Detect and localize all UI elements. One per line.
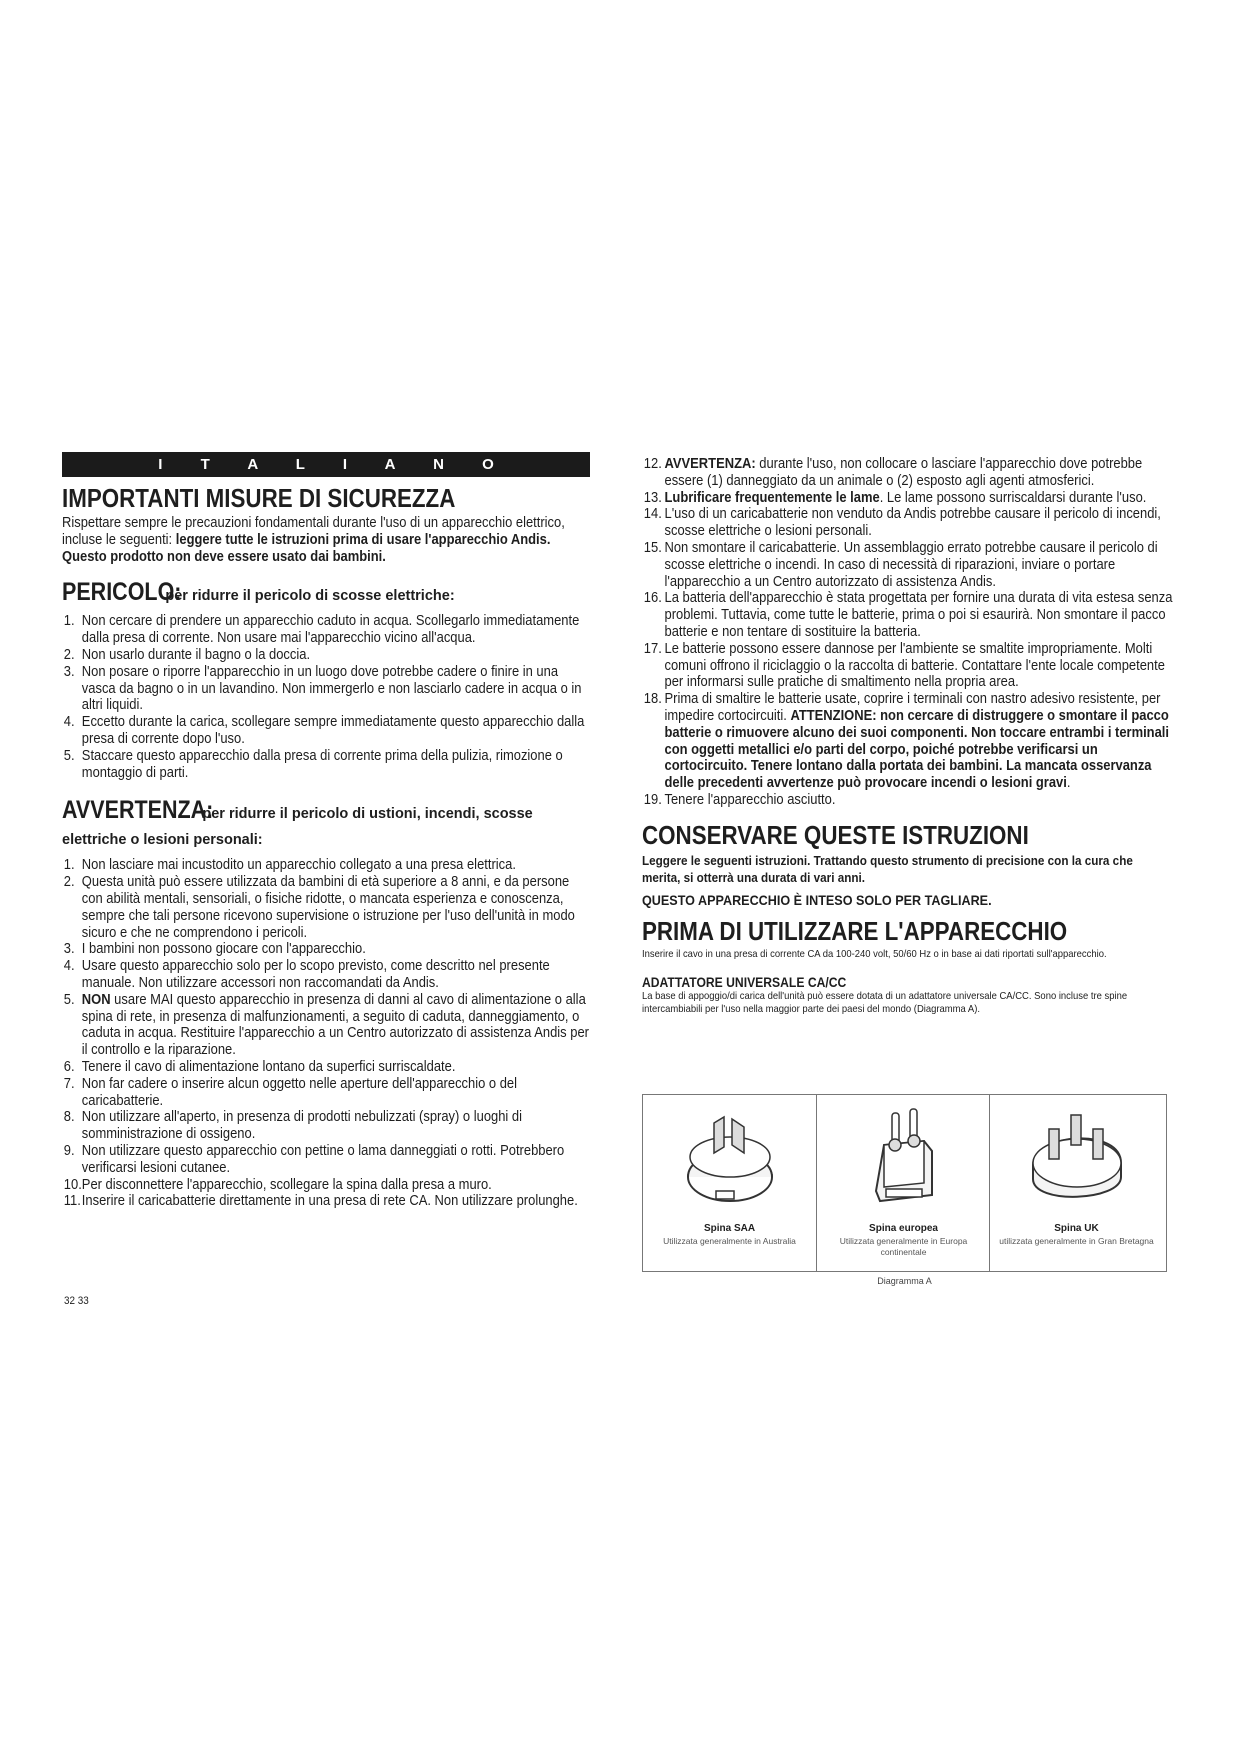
diagram-cell-europe [816, 1095, 990, 1271]
safety-intro [62, 515, 589, 565]
list-item-text: L'uso di un caricabatterie non venduto da Andis potrebbe causare il pericolo di incendi, scosse elettriche o lesioni personali. [664, 506, 1161, 540]
list-item-text: Le batterie possono essere dannose per l'ambiente se smaltite impropriamente. Molti comuni offrono il riciclaggio o la raccolta di batterie. Contattare l'ente locale competente per informarsi sulle pratiche di smaltimento nella propria area. [664, 640, 1165, 691]
euro-plug-desc: Utilizzata generalmente in Europa continentale [839, 1236, 968, 1257]
list-item [62, 1059, 589, 1076]
left-column [62, 452, 590, 1210]
list-item [62, 1143, 589, 1177]
diagram-label: Diagramma A [877, 1276, 932, 1286]
list-item-bold-lead: Lubrificare frequentemente le lame [664, 489, 880, 506]
saa-plug-name: Spina SAA [703, 1223, 756, 1234]
list-item-text: I bambini non possono giocare con l'apparecchio. [81, 941, 366, 958]
prima-text: Inserire il cavo in una presa di corrente CA da 100-240 volt, 50/60 Hz o in base ai dati riportati sull'apparecchio. [642, 947, 1107, 960]
list-item-text: Non utilizzare questo apparecchio con pettine o lama danneggiati o rotti. Potrebbero verificarsi lesioni cutanee. [81, 1142, 565, 1176]
pericolo-list-wrap [62, 613, 589, 781]
list-item [62, 613, 589, 647]
list-item [62, 941, 589, 958]
list-item-number: 3. [63, 663, 75, 680]
list-item-number: 11. [63, 1193, 81, 1210]
adattatore-text: La base di appoggio/di carica dell'unità può essere dotata di un adattatore universale CA/CC. Sono incluse tre spine intercambiabili per l'uso nella maggior parte dei paesi del mondo (Diagramma A). [642, 989, 1128, 1015]
avvertenza-subtitle: per ridurre il pericolo di ustioni, incendi, scosse elettriche o lesioni personali: [62, 806, 533, 849]
list-item [642, 641, 1173, 691]
list-item-number: 5. [63, 991, 75, 1008]
list-item-text: Non far cadere o inserire alcun oggetto nelle aperture dell'apparecchio o del caricabatterie. [81, 1075, 517, 1109]
language-bar: I T A L I A N O [62, 452, 590, 477]
list-item-number: 7. [63, 1075, 75, 1092]
list-item-bold-lead: NON [81, 991, 111, 1008]
avvertenza-label: AVVERTENZA: [62, 796, 214, 825]
list-item-number: 16. [643, 590, 662, 607]
uk-plug-name: Spina UK [1054, 1223, 1099, 1234]
list-item [62, 1109, 589, 1143]
list-item [62, 1177, 589, 1194]
list-item [62, 748, 589, 782]
uk-plug-icon [1027, 1105, 1127, 1215]
pericolo-label: PERICOLO: [62, 578, 182, 607]
list-item-text: La batteria dell'apparecchio è stata progettata per fornire una durata di vita estesa senza problemi. Tuttavia, come tutte le batterie, prima o poi si esaurirà. Non smontare il pacco batterie e non tentare di sostituire la batteria. [664, 590, 1173, 640]
list-item [62, 647, 589, 664]
list-item-text: Questa unità può essere utilizzata da bambini di età superiore a 8 anni, e da persone con abilità mentali, sensoriali, o fisiche ridotte, o mancata esperienza e conoscenza, sempre che tali persone ricevono supervisione o istruzione per l'uso dell'unità in modo sicuro e che ne comprendono i pericoli. [81, 874, 575, 941]
list-item-text: Inserire il caricabatterie direttamente in una presa di rete CA. Non utilizzare prolunghe. [81, 1193, 578, 1210]
conservare-title: CONSERVARE QUESTE ISTRUZIONI [642, 819, 1029, 850]
list-item-number: 6. [63, 1058, 75, 1075]
list-item-number: 13. [643, 489, 662, 506]
list-item-bold-warning: ATTENZIONE: non cercare di distruggere o smontare il pacco batterie o rimuovere alcuno dei suoi componenti. Non toccare entrambi i terminali con oggetti metallici e/o parti del corpo, poiché potrebbe verificarsi un cortocircuito. Tenere lontano dalla portata dei bambini. La mancata osservanza delle precedenti avvertenze può provocare incendi o lesioni gravi [664, 707, 1170, 792]
list-item-text: Tenere l'apparecchio asciutto. [664, 791, 836, 808]
euro-plug-name: Spina europea [869, 1223, 938, 1234]
euro-plug-icon [854, 1105, 954, 1215]
list-item [62, 664, 589, 714]
safety-title: IMPORTANTI MISURE DI SICUREZZA [62, 483, 456, 513]
list-item-text: Non cercare di prendere un apparecchio caduto in acqua. Scollegarlo immediatamente dalla presa di corrente. Non usare mai l'apparecchio vicino all'acqua. [81, 613, 580, 647]
continued-list [642, 456, 1173, 809]
list-item-number: 2. [63, 874, 75, 891]
pericolo-list [62, 613, 589, 781]
list-item [642, 456, 1173, 490]
list-item-number: 12. [643, 456, 662, 472]
list-item-text: Eccetto durante la carica, scollegare sempre immediatamente questo apparecchio dalla presa di corrente dopo l'uso. [81, 714, 585, 747]
list-item-number: 1. [63, 613, 75, 630]
saa-plug-icon [680, 1105, 780, 1215]
list-item [642, 506, 1173, 540]
list-item [62, 714, 589, 748]
list-item-text: Non posare o riporre l'apparecchio in un luogo dove potrebbe cadere o finire in una vasca da bagno o in un lavandino. Non immergerlo e non lasciarlo cadere in acqua o in altri liquidi. [81, 663, 582, 714]
conservare-text: Leggere le seguenti istruzioni. Trattando questo strumento di precisione con la cura che merita, si otterrà una durata di vari anni. [642, 852, 1133, 885]
diagram-cell-uk [989, 1095, 1163, 1271]
list-item-number: 5. [63, 747, 75, 764]
pericolo-heading [62, 579, 590, 609]
list-item-number: 19. [643, 791, 662, 808]
list-item [642, 792, 1173, 809]
list-item-number: 18. [643, 691, 662, 708]
right-column [642, 452, 1174, 1016]
list-item-number: 10. [63, 1176, 82, 1193]
list-item-text: Non utilizzare all'aperto, in presenza di prodotti nebulizzati (spray) o luoghi di somministrazione di ossigeno. [81, 1109, 522, 1143]
pericolo-subtitle: per ridurre il pericolo di scosse elettriche: [165, 588, 455, 605]
list-item-number: 9. [63, 1142, 75, 1159]
prima-title: PRIMA DI UTILIZZARE L'APPARECCHIO [642, 915, 1068, 946]
avvertenza-heading [62, 797, 590, 853]
list-item [642, 590, 1173, 640]
list-item-text: Non usarlo durante il bagno o la doccia. [81, 646, 311, 663]
uk-plug-desc: utilizzata generalmente in Gran Bretagna [999, 1236, 1154, 1246]
conservare-note: QUESTO APPARECCHIO È INTESO SOLO PER TAGLIARE. [642, 891, 992, 908]
avvertenza-list [62, 857, 589, 1210]
intro-bold-text: leggere tutte le istruzioni prima di usare l'apparecchio Andis. Questo prodotto non deve essere usato dai bambini. [62, 531, 551, 565]
list-item-number: 3. [63, 941, 75, 958]
diagram-cell-saa [643, 1095, 816, 1271]
continued-list-wrap [642, 456, 1173, 809]
list-item [642, 490, 1173, 507]
list-item-number: 17. [643, 640, 662, 657]
list-item [62, 958, 589, 992]
list-item-text: Prima di smaltire le batterie usate, coprire i terminali con nastro adesivo resistente, per impedire cortocircuiti. [664, 691, 1161, 724]
list-item [62, 992, 589, 1059]
list-item-text: Per disconnettere l'apparecchio, scollegare la spina dalla presa a muro. [81, 1176, 492, 1193]
list-item-number: 4. [63, 714, 75, 731]
list-item-number: 15. [643, 539, 662, 556]
list-item-number: 2. [63, 646, 75, 663]
list-item-number: 14. [643, 506, 662, 523]
list-item-number: 1. [63, 857, 75, 874]
list-item-bold-lead: AVVERTENZA: [664, 456, 756, 472]
list-item-text: Usare questo apparecchio solo per lo scopo previsto, come descritto nel presente manuale. Non utilizzare accessori non raccomandati da Andis. [81, 958, 550, 991]
list-item [642, 540, 1173, 590]
list-item-text: Non lasciare mai incustodito un apparecchio collegato a una presa elettrica. [81, 857, 516, 874]
list-item-text: durante l'uso, non collocare o lasciare l'apparecchio dove potrebbe essere (1) danneggiato da un animale o (2) esposto agli agenti atmosferici. [664, 456, 1143, 489]
list-item [642, 691, 1173, 792]
list-item-number: 4. [63, 958, 75, 975]
intro-text: Rispettare sempre le precauzioni fondamentali durante l'uso di un apparecchio elettrico, incluse le seguenti: [62, 515, 565, 548]
list-item [62, 874, 589, 941]
list-item-text: usare MAI questo apparecchio in presenza di danni al cavo di alimentazione o alla spina di rete, in presenza di malfunzionamenti, a seguito di caduta, danneggiamento, o caduta in acqua. Restituire l'apparecchio a un Centro autorizzato di assistenza Andis per il controllo e la riparazione. [81, 991, 589, 1059]
list-item [62, 857, 589, 874]
list-item [62, 1193, 589, 1210]
list-item [62, 1076, 589, 1110]
list-item-text: Staccare questo apparecchio dalla presa di corrente prima della pulizia, rimozione o montaggio di parti. [81, 747, 563, 781]
list-item-text: Non smontare il caricabatterie. Un assemblaggio errato potrebbe causare il pericolo di scosse elettriche o incendi. In caso di necessità di riparazioni, inviare o portare l'apparecchio a un Centro autorizzato di assistenza Andis. [664, 539, 1158, 590]
adattatore-title: ADATTATORE UNIVERSALE CA/CC [642, 974, 847, 990]
list-item-tail: . [1066, 775, 1071, 792]
list-item-text: Tenere il cavo di alimentazione lontano da superfici surriscaldate. [81, 1058, 456, 1075]
saa-plug-desc: Utilizzata generalmente in Australia [663, 1236, 796, 1246]
avvertenza-list-wrap [62, 857, 589, 1210]
page-numbers: 32 33 [64, 1295, 89, 1307]
list-item-number: 8. [63, 1109, 75, 1126]
plug-diagram [642, 1094, 1167, 1272]
list-item-text: . Le lame possono surriscaldarsi durante l'uso. [879, 489, 1147, 506]
